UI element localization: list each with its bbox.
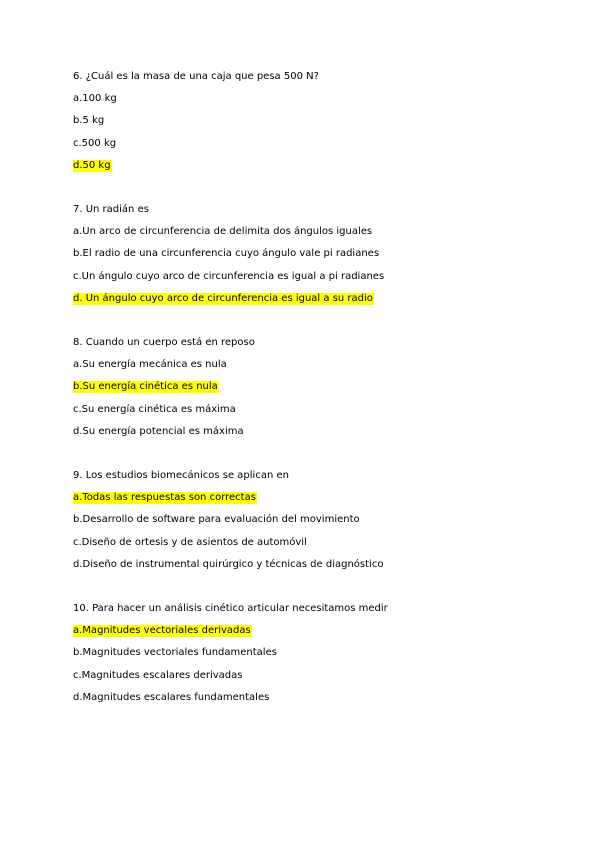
answer-option-text: a.Un arco de circunferencia de delimita dos ángulos iguales bbox=[73, 226, 373, 238]
answer-option-text: c.Su energía cinética es máxima bbox=[73, 403, 236, 415]
answer-option-a bbox=[73, 487, 573, 509]
question-8 bbox=[73, 332, 573, 443]
answer-option-c bbox=[73, 399, 573, 421]
answer-option-text: d.Su energía potencial es máxima bbox=[73, 425, 244, 437]
answer-option-b bbox=[73, 243, 573, 265]
answer-option-text: c.Diseño de ortesis y de asientos de automóvil bbox=[73, 536, 307, 548]
answer-option-text: a.Todas las respuestas son correctas bbox=[73, 492, 256, 504]
question-10 bbox=[73, 598, 573, 709]
answer-option-text: c.Un ángulo cuyo arco de circunferencia es igual a pi radianes bbox=[73, 270, 385, 282]
question-7 bbox=[73, 199, 573, 310]
answer-option-c bbox=[73, 133, 573, 155]
answer-option-text: a.Magnitudes vectoriales derivadas bbox=[73, 625, 251, 637]
question-stem: 6. ¿Cuál es la masa de una caja que pesa 500 N? bbox=[73, 71, 319, 82]
question-stem: 8. Cuando un cuerpo está en reposo bbox=[73, 337, 255, 348]
answer-option-d bbox=[73, 687, 573, 709]
question-stem: 9. Los estudios biomecánicos se aplican en bbox=[73, 470, 289, 481]
answer-option-text: b.El radio de una circunferencia cuyo ángulo vale pi radianes bbox=[73, 248, 380, 260]
question-stem: 7. Un radián es bbox=[73, 204, 149, 215]
answer-option-text: c.Magnitudes escalares derivadas bbox=[73, 669, 243, 681]
answer-option-b bbox=[73, 110, 573, 132]
answer-option-text: b.Su energía cinética es nula bbox=[73, 381, 218, 393]
answer-option-text: b.5 kg bbox=[73, 115, 105, 127]
answer-option-text: c.500 kg bbox=[73, 137, 117, 149]
answer-option-text: d.Magnitudes escalares fundamentales bbox=[73, 691, 270, 703]
answer-option-text: d. Un ángulo cuyo arco de circunferencia es igual a su radio bbox=[73, 292, 373, 304]
question-stem: 10. Para hacer un análisis cinético articular necesitamos medir bbox=[73, 603, 388, 614]
answer-option-d bbox=[73, 421, 573, 443]
answer-option-text: d.Diseño de instrumental quirúrgico y técnicas de diagnóstico bbox=[73, 558, 384, 570]
answer-option-d bbox=[73, 554, 573, 576]
answer-option-text: b.Magnitudes vectoriales fundamentales bbox=[73, 647, 277, 659]
question-9 bbox=[73, 465, 573, 576]
answer-option-b bbox=[73, 376, 573, 398]
answer-option-text: d.50 kg bbox=[73, 159, 111, 171]
answer-option-b bbox=[73, 509, 573, 531]
answer-option-c bbox=[73, 266, 573, 288]
answer-option-c bbox=[73, 665, 573, 687]
answer-option-a bbox=[73, 221, 573, 243]
answer-option-d bbox=[73, 155, 573, 177]
answer-option-a bbox=[73, 620, 573, 642]
question-6 bbox=[73, 66, 573, 177]
answer-option-b bbox=[73, 642, 573, 664]
answer-option-a bbox=[73, 88, 573, 110]
answer-option-text: a.Su energía mecánica es nula bbox=[73, 359, 227, 371]
answer-option-text: a.100 kg bbox=[73, 93, 117, 105]
answer-option-text: b.Desarrollo de software para evaluación del movimiento bbox=[73, 514, 360, 526]
answer-option-a bbox=[73, 354, 573, 376]
answer-option-d bbox=[73, 288, 573, 310]
answer-option-c bbox=[73, 532, 573, 554]
